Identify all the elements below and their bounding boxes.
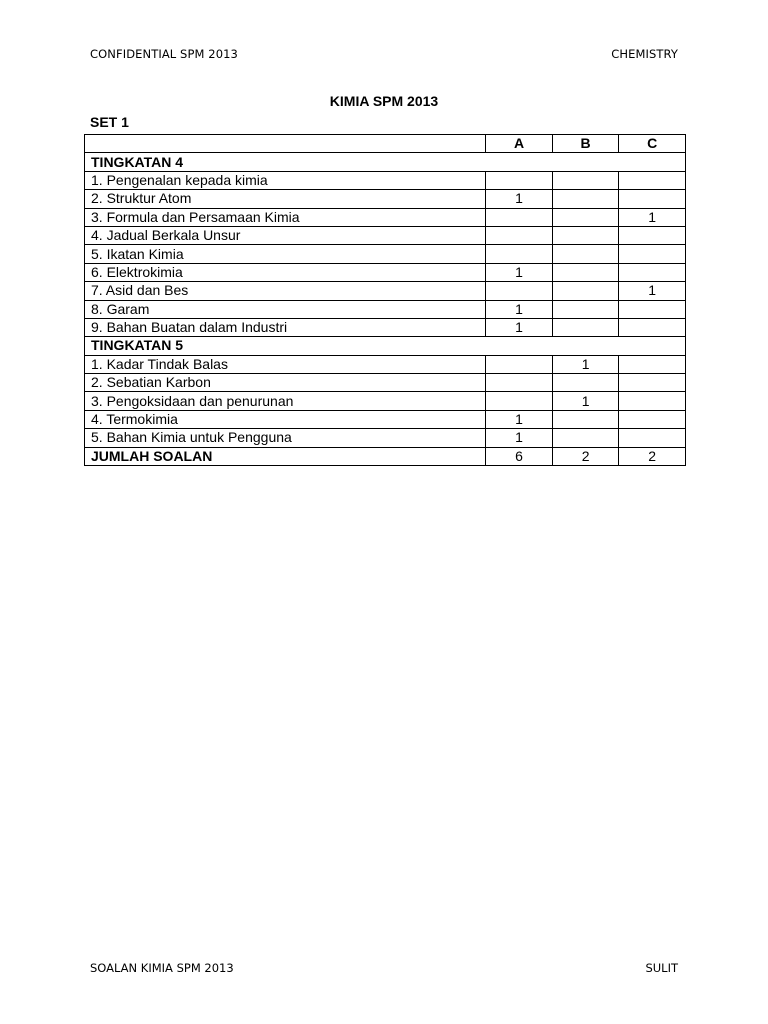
value-cell-a (486, 171, 553, 189)
table-row (85, 282, 686, 300)
header-right-text: CHEMISTRY (611, 47, 678, 61)
value-cell-b (552, 263, 619, 281)
total-cell-a: 6 (486, 447, 553, 465)
topic-cell: 3. Formula dan Persamaan Kimia (85, 208, 486, 226)
table-row (85, 374, 686, 392)
header-blank-cell (85, 135, 486, 153)
table-row (85, 263, 686, 281)
table-row (85, 208, 686, 226)
value-cell-a (486, 282, 553, 300)
value-cell-a (486, 245, 553, 263)
header-left-text: CONFIDENTIAL SPM 2013 (90, 47, 238, 61)
value-cell-b (552, 410, 619, 428)
value-cell-b (552, 429, 619, 447)
column-header-b: B (552, 135, 619, 153)
value-cell-b (552, 226, 619, 244)
set-label: SET 1 (90, 114, 129, 130)
topic-cell: 5. Ikatan Kimia (85, 245, 486, 263)
value-cell-a: 1 (486, 318, 553, 336)
column-header-a: A (486, 135, 553, 153)
value-cell-c (619, 171, 686, 189)
value-cell-a: 1 (486, 300, 553, 318)
table-row (85, 392, 686, 410)
total-row (85, 447, 686, 465)
topic-cell: 9. Bahan Buatan dalam Industri (85, 318, 486, 336)
value-cell-c (619, 410, 686, 428)
value-cell-b (552, 245, 619, 263)
value-cell-a (486, 355, 553, 373)
value-cell-c (619, 226, 686, 244)
value-cell-b (552, 300, 619, 318)
value-cell-b: 1 (552, 392, 619, 410)
value-cell-a: 1 (486, 263, 553, 281)
table-row (85, 190, 686, 208)
value-cell-c (619, 429, 686, 447)
value-cell-c (619, 318, 686, 336)
value-cell-a (486, 392, 553, 410)
value-cell-b (552, 374, 619, 392)
value-cell-b (552, 282, 619, 300)
value-cell-a: 1 (486, 410, 553, 428)
value-cell-a: 1 (486, 429, 553, 447)
table-header-row (85, 135, 686, 153)
total-cell-b: 2 (552, 447, 619, 465)
table-row (85, 226, 686, 244)
section-label: TINGKATAN 4 (85, 153, 686, 171)
value-cell-c (619, 190, 686, 208)
value-cell-b (552, 208, 619, 226)
footer-left-text: SOALAN KIMIA SPM 2013 (90, 961, 234, 975)
column-header-c: C (619, 135, 686, 153)
table-row (85, 300, 686, 318)
topic-cell: 4. Jadual Berkala Unsur (85, 226, 486, 244)
value-cell-c (619, 392, 686, 410)
value-cell-b (552, 171, 619, 189)
value-cell-c: 1 (619, 282, 686, 300)
topic-cell: 5. Bahan Kimia untuk Pengguna (85, 429, 486, 447)
footer-right-text: SULIT (645, 961, 678, 975)
topic-cell: 7. Asid dan Bes (85, 282, 486, 300)
value-cell-a (486, 374, 553, 392)
topic-cell: 1. Pengenalan kepada kimia (85, 171, 486, 189)
table-row (85, 171, 686, 189)
value-cell-c (619, 263, 686, 281)
table-row (85, 245, 686, 263)
value-cell-b: 1 (552, 355, 619, 373)
value-cell-c (619, 374, 686, 392)
topic-cell: 2. Struktur Atom (85, 190, 486, 208)
value-cell-a: 1 (486, 190, 553, 208)
table-row (85, 318, 686, 336)
table-row (85, 410, 686, 428)
section-label: TINGKATAN 5 (85, 337, 686, 355)
total-label: JUMLAH SOALAN (85, 447, 486, 465)
topic-cell: 3. Pengoksidaan dan penurunan (85, 392, 486, 410)
value-cell-a (486, 226, 553, 244)
value-cell-c (619, 355, 686, 373)
value-cell-b (552, 190, 619, 208)
total-cell-c: 2 (619, 447, 686, 465)
topic-cell: 4. Termokimia (85, 410, 486, 428)
topic-table (84, 134, 686, 466)
topic-cell: 2. Sebatian Karbon (85, 374, 486, 392)
topic-cell: 8. Garam (85, 300, 486, 318)
value-cell-a (486, 208, 553, 226)
section-row (85, 153, 686, 171)
value-cell-c: 1 (619, 208, 686, 226)
section-row (85, 337, 686, 355)
value-cell-c (619, 245, 686, 263)
topic-cell: 1. Kadar Tindak Balas (85, 355, 486, 373)
value-cell-c (619, 300, 686, 318)
topic-cell: 6. Elektrokimia (85, 263, 486, 281)
table-row (85, 429, 686, 447)
document-title: KIMIA SPM 2013 (329, 93, 439, 109)
value-cell-b (552, 318, 619, 336)
table-row (85, 355, 686, 373)
